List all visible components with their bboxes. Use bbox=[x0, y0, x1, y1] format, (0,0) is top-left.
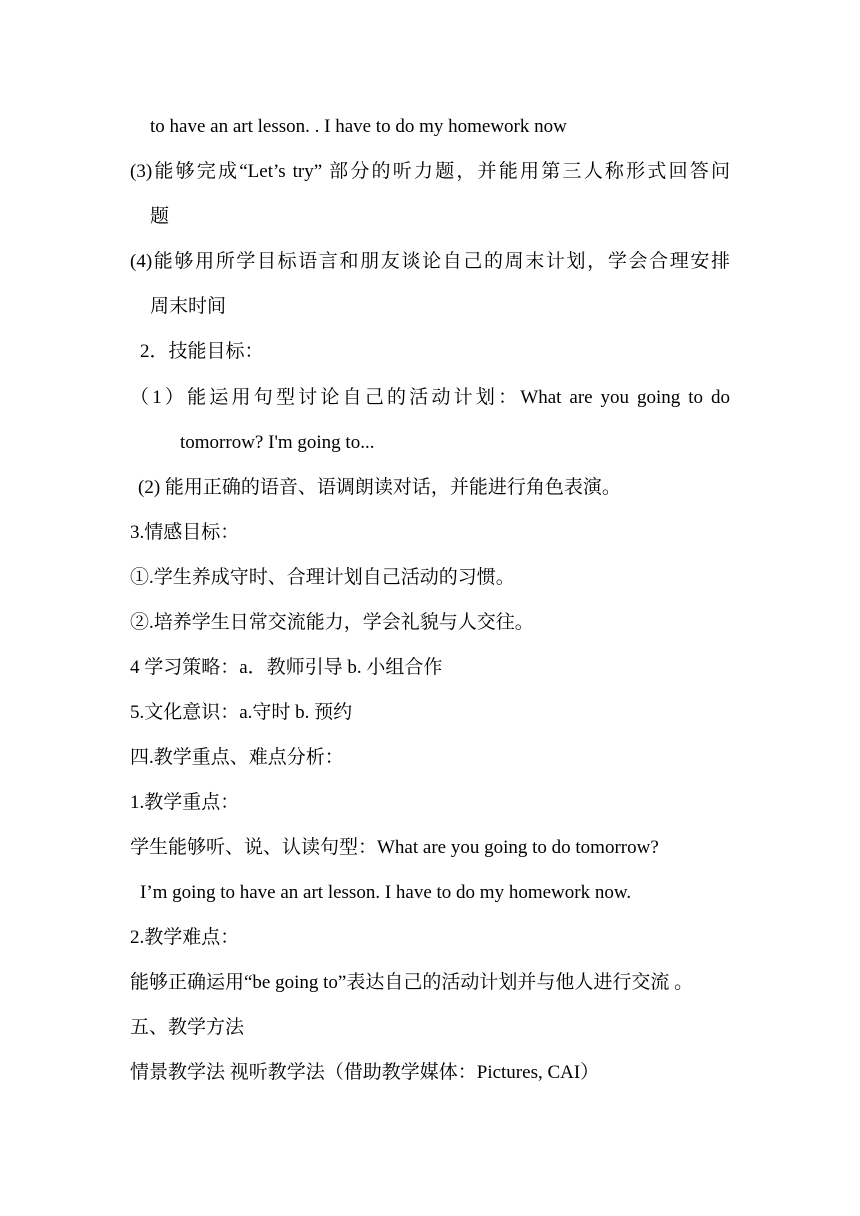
text-line-3: 题 bbox=[150, 206, 170, 227]
text-line-15: 四.教学重点、难点分析： bbox=[130, 747, 344, 768]
text-line-11: ①.学生养成守时、合理计划自己活动的习惯。 bbox=[130, 567, 515, 588]
text-line-20: 能够正确运用“be going to”表达自己的活动计划并与他人进行交流 。 bbox=[130, 972, 694, 993]
text-line-5: 周末时间 bbox=[150, 296, 227, 317]
text-line-6: 2．技能目标： bbox=[140, 341, 264, 362]
text-line-10: 3.情感目标： bbox=[130, 522, 240, 543]
text-line-12: ②.培养学生日常交流能力，学会礼貌与人交往。 bbox=[130, 612, 534, 633]
text-line-1: to have an art lesson. . I have to do my homework now bbox=[150, 116, 567, 137]
text-line-21: 五、教学方法 bbox=[130, 1017, 245, 1038]
text-line-18: I’m going to have an art lesson. I have to do my homework now. bbox=[140, 882, 632, 903]
text-line-2: (3)能够完成“Let’s try” 部分的听力题，并能用第三人称形式回答问 bbox=[130, 161, 730, 182]
text-line-4: (4)能够用所学目标语言和朋友谈论自己的周末计划，学会合理安排 bbox=[130, 251, 730, 272]
text-line-14: 5.文化意识：a.守时 b. 预约 bbox=[130, 702, 353, 723]
text-line-9: (2) 能用正确的语音、语调朗读对话，并能进行角色表演。 bbox=[138, 477, 621, 498]
text-line-8: tomorrow? I'm going to... bbox=[180, 432, 375, 453]
text-line-19: 2.教学难点： bbox=[130, 927, 240, 948]
text-line-22: 情景教学法 视听教学法（借助教学媒体：Pictures, CAI） bbox=[130, 1062, 600, 1083]
text-line-16: 1.教学重点： bbox=[130, 792, 240, 813]
text-line-13: 4 学习策略：a．教师引导 b. 小组合作 bbox=[130, 657, 443, 678]
text-line-7: （1）能运用句型讨论自己的活动计划：What are you going to do bbox=[130, 387, 730, 408]
text-line-17: 学生能够听、说、认读句型：What are you going to do tomorrow? bbox=[130, 837, 659, 858]
